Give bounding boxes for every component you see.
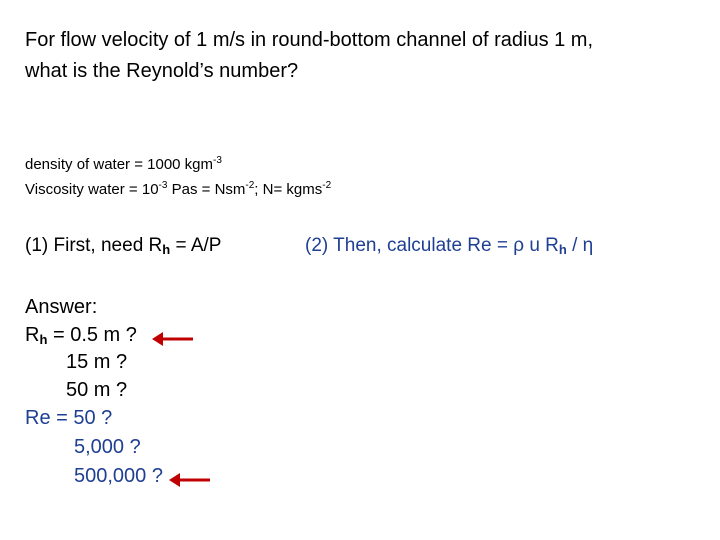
re-answer-3: 500,000 ?	[74, 465, 163, 487]
viscosity-exponent-1: -3	[158, 180, 168, 191]
step-2-tail: / η	[566, 235, 594, 256]
density-line	[25, 157, 222, 172]
step-2-subscript: h	[558, 242, 567, 257]
rh-value-1: = 0.5 m ?	[47, 324, 137, 346]
rh-answer-1	[25, 325, 137, 345]
arrow-left-icon	[168, 469, 212, 491]
step-2	[305, 236, 593, 255]
step-1-text: (1) First, need R	[25, 235, 163, 256]
re-answer-2: 5,000 ?	[74, 436, 141, 458]
viscosity-mid-2: ; N= kgms	[254, 181, 323, 198]
viscosity-prefix: Viscosity water = 10	[25, 181, 159, 198]
arrow-head	[169, 473, 180, 487]
question-line-1: For flow velocity of 1 m/s in round-bottom channel of radius 1 m,	[25, 29, 594, 51]
density-exponent: -3	[213, 155, 222, 166]
rh-answer-2: 15 m ?	[66, 351, 128, 373]
step-1	[25, 236, 221, 255]
rh-label: R	[25, 324, 40, 346]
step-1-subscript: h	[162, 242, 171, 257]
viscosity-exponent-3: -2	[322, 180, 332, 191]
viscosity-line	[25, 182, 331, 197]
rh-subscript: h	[39, 332, 48, 347]
step-2-text: (2) Then, calculate Re = ρ u R	[305, 235, 559, 256]
arrow-left-icon	[151, 328, 195, 350]
density-text: density of water = 1000 kgm	[25, 156, 214, 173]
re-answer-1: Re = 50 ?	[25, 407, 113, 429]
rh-answer-3: 50 m ?	[66, 379, 128, 401]
viscosity-exponent-2: -2	[245, 180, 255, 191]
step-1-tail: = A/P	[170, 235, 222, 256]
answer-title: Answer:	[25, 296, 98, 318]
arrow-head	[152, 332, 163, 346]
viscosity-mid: Pas = Nsm	[167, 181, 246, 198]
question-line-2: what is the Reynold’s number?	[25, 60, 299, 82]
